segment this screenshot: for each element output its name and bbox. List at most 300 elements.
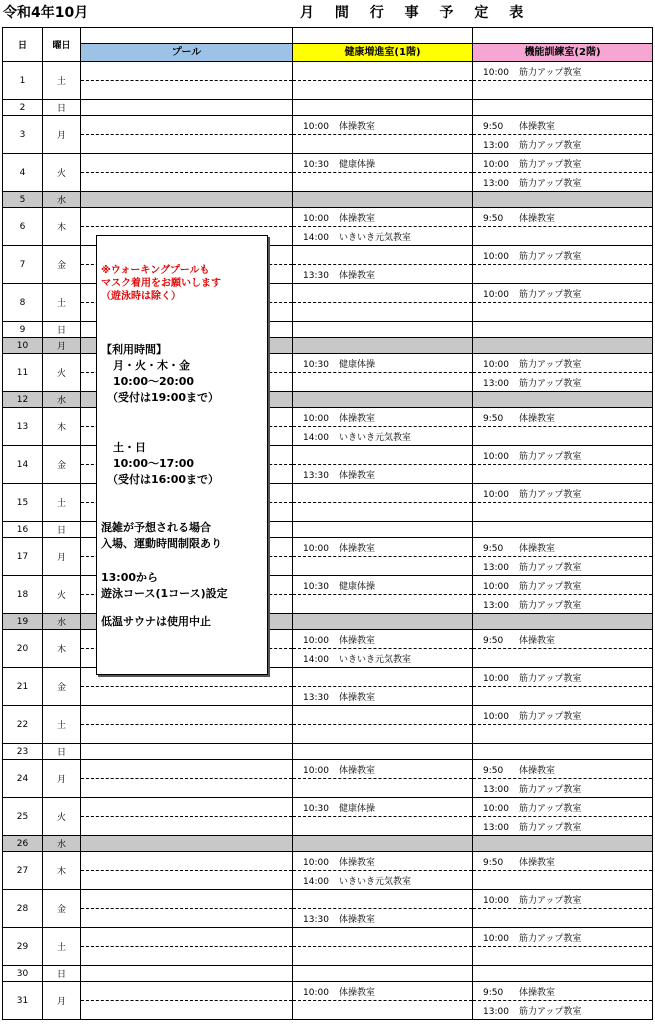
fit-cell	[473, 725, 653, 744]
event-time: 10:00	[483, 895, 509, 906]
pool-cell	[81, 779, 293, 798]
event-time: 9:50	[483, 121, 504, 132]
event-name: 体操教室	[339, 987, 376, 998]
event-time: 9:50	[483, 213, 504, 224]
event-name: 体操教室	[519, 543, 556, 554]
mask-notice-line: マスク着用をお願いします	[101, 278, 221, 289]
gym-cell	[293, 614, 473, 630]
day-row	[3, 928, 653, 947]
weekend-reception: （受付は16:00まで）	[107, 473, 220, 486]
gym-cell	[293, 427, 473, 446]
fit-cell	[473, 446, 653, 465]
day-number: 5	[3, 192, 43, 208]
event-time: 9:50	[483, 857, 504, 868]
pool-cell	[81, 871, 293, 890]
event-time: 13:00	[483, 378, 509, 389]
day-number: 24	[3, 760, 43, 798]
fit-cell	[473, 100, 653, 116]
gym-cell	[293, 135, 473, 154]
event-entry	[473, 544, 555, 554]
event-entry	[293, 804, 375, 814]
event-entry	[473, 712, 581, 722]
event-entry	[473, 988, 555, 998]
event-entry	[473, 379, 581, 389]
gym-cell	[293, 595, 473, 614]
event-time: 10:00	[303, 121, 329, 132]
pool-cell	[81, 744, 293, 760]
event-name: 筋力アップ教室	[519, 159, 582, 170]
event-entry	[473, 252, 581, 262]
gym-cell	[293, 725, 473, 744]
fit-cell	[473, 779, 653, 798]
pool-cell	[81, 116, 293, 135]
event-entry	[293, 214, 375, 224]
event-entry	[473, 160, 581, 170]
event-time: 9:50	[483, 765, 504, 776]
event-name: 筋力アップ教室	[519, 178, 582, 189]
event-name: 体操教室	[339, 270, 376, 281]
gym-cell	[293, 354, 473, 373]
pool-cell	[81, 966, 293, 982]
event-name: 体操教室	[519, 213, 556, 224]
pool-cell	[81, 173, 293, 192]
gym-cell	[293, 227, 473, 246]
gym-cell	[293, 338, 473, 354]
day-number: 21	[3, 668, 43, 706]
gym-cell	[293, 303, 473, 322]
event-time: 10:00	[483, 67, 509, 78]
pool-cell	[81, 890, 293, 909]
col-header-pool	[81, 28, 293, 62]
event-time: 10:00	[483, 159, 509, 170]
day-number: 4	[3, 154, 43, 192]
event-time: 9:50	[483, 543, 504, 554]
gym-cell	[293, 982, 473, 1001]
fit-cell	[473, 135, 653, 154]
event-name: 健康体操	[339, 359, 376, 370]
event-time: 13:00	[483, 822, 509, 833]
day-row	[3, 62, 653, 81]
fit-cell	[473, 649, 653, 668]
day-row-sub	[3, 817, 653, 836]
fit-cell	[473, 966, 653, 982]
lane-notice-1: 13:00から	[101, 571, 159, 584]
event-time: 10:30	[303, 359, 329, 370]
event-entry	[473, 290, 581, 300]
event-name: いきいき元気教室	[339, 432, 412, 443]
fit-cell	[473, 322, 653, 338]
fit-cell	[473, 354, 653, 373]
fit-cell	[473, 817, 653, 836]
pool-cell	[81, 100, 293, 116]
event-entry	[293, 544, 375, 554]
event-name: いきいき元気教室	[339, 876, 412, 887]
event-entry	[293, 915, 375, 925]
event-name: 筋力アップ教室	[519, 289, 582, 300]
day-of-week: 土	[43, 706, 81, 744]
event-entry	[473, 601, 581, 611]
pool-cell	[81, 706, 293, 725]
event-name: 体操教室	[339, 470, 376, 481]
day-number: 27	[3, 852, 43, 890]
event-time: 10:30	[303, 159, 329, 170]
weekday-reception: （受付は19:00まで）	[107, 391, 220, 404]
fit-cell	[473, 760, 653, 779]
day-row	[3, 154, 653, 173]
weekend-days: 土・日	[113, 441, 146, 454]
fit-cell	[473, 303, 653, 322]
day-of-week: 火	[43, 154, 81, 192]
day-row	[3, 852, 653, 871]
event-name: 体操教室	[339, 121, 376, 132]
col-header-dow: 曜日	[43, 28, 81, 62]
gym-cell	[293, 246, 473, 265]
pool-cell	[81, 836, 293, 852]
day-of-week: 日	[43, 966, 81, 982]
day-row-sub	[3, 81, 653, 100]
fit-cell	[473, 208, 653, 227]
day-of-week: 水	[43, 392, 81, 408]
event-name: 筋力アップ教室	[519, 489, 582, 500]
day-of-week: 土	[43, 284, 81, 322]
day-number: 10	[3, 338, 43, 354]
day-number: 1	[3, 62, 43, 100]
day-number: 26	[3, 836, 43, 852]
day-of-week: 木	[43, 408, 81, 446]
fit-cell	[473, 522, 653, 538]
gym-cell	[293, 208, 473, 227]
gym-cell	[293, 890, 473, 909]
page-title: 月 間 行 事 予 定 表	[300, 5, 532, 21]
day-of-week: 木	[43, 852, 81, 890]
event-entry	[293, 160, 375, 170]
day-number: 6	[3, 208, 43, 246]
gym-cell	[293, 81, 473, 100]
day-of-week: 水	[43, 614, 81, 630]
pool-cell	[81, 982, 293, 1001]
pool-cell	[81, 798, 293, 817]
gym-cell	[293, 687, 473, 706]
fit-cell	[473, 408, 653, 427]
day-of-week: 月	[43, 116, 81, 154]
gym-cell	[293, 947, 473, 966]
event-time: 10:00	[483, 289, 509, 300]
day-of-week: 日	[43, 522, 81, 538]
event-time: 13:00	[483, 178, 509, 189]
fit-cell	[473, 909, 653, 928]
fit-cell	[473, 947, 653, 966]
event-name: 体操教室	[519, 635, 556, 646]
event-time: 14:00	[303, 432, 329, 443]
event-time: 10:00	[303, 857, 329, 868]
gym-cell	[293, 836, 473, 852]
pool-cell	[81, 947, 293, 966]
fit-cell	[473, 265, 653, 284]
event-time: 10:00	[483, 251, 509, 262]
event-entry	[293, 414, 375, 424]
gym-cell	[293, 265, 473, 284]
day-number: 20	[3, 630, 43, 668]
event-entry	[473, 896, 581, 906]
day-row	[3, 982, 653, 1001]
event-entry	[473, 141, 581, 151]
day-number: 15	[3, 484, 43, 522]
fit-cell	[473, 630, 653, 649]
fit-label: 機能訓練室(2階)	[473, 43, 652, 61]
event-time: 10:30	[303, 581, 329, 592]
event-entry	[473, 674, 581, 684]
fit-cell	[473, 798, 653, 817]
event-name: 体操教室	[339, 692, 376, 703]
event-name: 体操教室	[519, 987, 556, 998]
event-entry	[473, 785, 581, 795]
event-entry	[473, 563, 581, 573]
day-of-week: 火	[43, 798, 81, 836]
event-entry	[293, 693, 375, 703]
col-header-gym	[293, 28, 473, 62]
event-time: 10:00	[483, 451, 509, 462]
gym-cell	[293, 284, 473, 303]
event-name: 体操教室	[519, 765, 556, 776]
gym-cell	[293, 649, 473, 668]
day-row-sub	[3, 687, 653, 706]
event-time: 10:00	[303, 635, 329, 646]
mask-notice-line: ※ウォーキングプールも	[101, 265, 210, 276]
fit-cell	[473, 982, 653, 1001]
event-entry	[293, 858, 375, 868]
event-entry	[473, 414, 555, 424]
gym-cell	[293, 817, 473, 836]
fit-cell	[473, 871, 653, 890]
fit-cell	[473, 503, 653, 522]
event-name: 筋力アップ教室	[519, 251, 582, 262]
event-name: 体操教室	[339, 765, 376, 776]
pool-cell	[81, 928, 293, 947]
fit-cell	[473, 687, 653, 706]
event-entry	[473, 582, 581, 592]
event-entry	[473, 360, 581, 370]
event-entry	[473, 804, 581, 814]
gym-cell	[293, 392, 473, 408]
pool-cell	[81, 687, 293, 706]
day-number: 11	[3, 354, 43, 392]
fit-cell	[473, 1001, 653, 1020]
pool-cell	[81, 81, 293, 100]
day-row-sub	[3, 871, 653, 890]
event-name: 体操教室	[339, 413, 376, 424]
day-row	[3, 744, 653, 760]
day-of-week: 木	[43, 208, 81, 246]
gym-cell	[293, 465, 473, 484]
event-time: 10:30	[303, 803, 329, 814]
fit-cell	[473, 465, 653, 484]
event-name: 筋力アップ教室	[519, 711, 582, 722]
day-row	[3, 116, 653, 135]
event-time: 10:00	[483, 803, 509, 814]
day-number: 18	[3, 576, 43, 614]
event-time: 14:00	[303, 654, 329, 665]
event-entry	[293, 655, 411, 665]
fit-cell	[473, 154, 653, 173]
day-of-week: 火	[43, 576, 81, 614]
event-time: 10:00	[303, 987, 329, 998]
event-time: 13:00	[483, 600, 509, 611]
gym-cell	[293, 446, 473, 465]
event-name: 筋力アップ教室	[519, 378, 582, 389]
day-of-week: 月	[43, 760, 81, 798]
gym-cell	[293, 1001, 473, 1020]
day-row-sub	[3, 909, 653, 928]
event-entry	[473, 823, 581, 833]
event-entry	[293, 122, 375, 132]
event-time: 9:50	[483, 987, 504, 998]
pool-cell	[81, 208, 293, 227]
event-time: 14:00	[303, 232, 329, 243]
day-of-week: 日	[43, 100, 81, 116]
event-name: 健康体操	[339, 803, 376, 814]
event-entry	[293, 271, 375, 281]
pool-cell	[81, 725, 293, 744]
event-name: 筋力アップ教室	[519, 803, 582, 814]
event-name: 体操教室	[339, 213, 376, 224]
day-row	[3, 890, 653, 909]
event-entry	[473, 934, 581, 944]
event-time: 13:30	[303, 914, 329, 925]
day-of-week: 木	[43, 630, 81, 668]
event-name: 筋力アップ教室	[519, 822, 582, 833]
gym-cell	[293, 966, 473, 982]
gym-cell	[293, 154, 473, 173]
day-row-sub	[3, 1001, 653, 1020]
event-entry	[473, 214, 555, 224]
col-header-day: 日	[3, 28, 43, 62]
day-number: 12	[3, 392, 43, 408]
day-number: 13	[3, 408, 43, 446]
fit-cell	[473, 557, 653, 576]
day-number: 31	[3, 982, 43, 1020]
event-time: 10:00	[483, 711, 509, 722]
event-name: 体操教室	[339, 543, 376, 554]
fit-cell	[473, 62, 653, 81]
day-number: 22	[3, 706, 43, 744]
gym-label: 健康増進室(1階)	[293, 43, 472, 61]
day-row	[3, 798, 653, 817]
weekday-days: 月・火・木・金	[113, 359, 190, 372]
gym-cell	[293, 173, 473, 192]
day-of-week: 水	[43, 192, 81, 208]
fit-cell	[473, 614, 653, 630]
day-number: 2	[3, 100, 43, 116]
event-name: 筋力アップ教室	[519, 67, 582, 78]
pool-label: プール	[81, 43, 292, 61]
fit-cell	[473, 538, 653, 557]
event-name: 筋力アップ教室	[519, 140, 582, 151]
fit-cell	[473, 928, 653, 947]
day-number: 29	[3, 928, 43, 966]
event-time: 10:00	[303, 213, 329, 224]
day-row	[3, 100, 653, 116]
gym-cell	[293, 373, 473, 392]
event-entry	[293, 582, 375, 592]
weekday-hours: 10:00～20:00	[113, 375, 195, 388]
day-number: 23	[3, 744, 43, 760]
gym-cell	[293, 192, 473, 208]
gym-cell	[293, 928, 473, 947]
event-time: 10:00	[303, 413, 329, 424]
event-time: 13:30	[303, 270, 329, 281]
event-entry	[293, 877, 411, 887]
month-label: 令和4年10月	[3, 5, 89, 21]
event-name: 健康体操	[339, 581, 376, 592]
event-name: 筋力アップ教室	[519, 600, 582, 611]
crowd-notice-1: 混雑が予想される場合	[101, 521, 211, 534]
gym-cell	[293, 62, 473, 81]
event-entry	[293, 636, 375, 646]
fit-cell	[473, 427, 653, 446]
event-time: 13:30	[303, 470, 329, 481]
event-time: 10:00	[483, 933, 509, 944]
fit-cell	[473, 484, 653, 503]
fit-cell	[473, 81, 653, 100]
fit-cell	[473, 173, 653, 192]
fit-cell	[473, 227, 653, 246]
event-entry	[473, 179, 581, 189]
day-number: 9	[3, 322, 43, 338]
event-name: 筋力アップ教室	[519, 784, 582, 795]
day-number: 28	[3, 890, 43, 928]
day-of-week: 金	[43, 668, 81, 706]
day-number: 30	[3, 966, 43, 982]
event-name: 健康体操	[339, 159, 376, 170]
event-name: 筋力アップ教室	[519, 933, 582, 944]
day-of-week: 金	[43, 246, 81, 284]
event-name: 体操教室	[339, 635, 376, 646]
day-row-sub	[3, 135, 653, 154]
fit-cell	[473, 744, 653, 760]
gym-cell	[293, 852, 473, 871]
gym-cell	[293, 576, 473, 595]
sauna-notice: 低温サウナは使用中止	[101, 615, 211, 628]
event-name: 筋力アップ教室	[519, 1006, 582, 1017]
fit-cell	[473, 284, 653, 303]
event-time: 14:00	[303, 876, 329, 887]
hours-title: 【利用時間】	[101, 343, 167, 356]
gym-cell	[293, 503, 473, 522]
gym-cell	[293, 557, 473, 576]
event-name: 体操教室	[519, 413, 556, 424]
mask-notice	[101, 264, 221, 303]
event-name: いきいき元気教室	[339, 654, 412, 665]
event-entry	[293, 766, 375, 776]
day-of-week: 土	[43, 928, 81, 966]
day-number: 19	[3, 614, 43, 630]
event-time: 10:00	[483, 581, 509, 592]
weekend-hours: 10:00～17:00	[113, 457, 195, 470]
day-number: 7	[3, 246, 43, 284]
event-name: 体操教室	[519, 121, 556, 132]
day-of-week: 日	[43, 744, 81, 760]
event-entry	[473, 636, 555, 646]
event-name: 筋力アップ教室	[519, 359, 582, 370]
day-row-sub	[3, 725, 653, 744]
event-entry	[293, 233, 411, 243]
fit-cell	[473, 192, 653, 208]
fit-cell	[473, 392, 653, 408]
pool-cell	[81, 192, 293, 208]
day-of-week: 金	[43, 446, 81, 484]
day-of-week: 火	[43, 354, 81, 392]
event-entry	[473, 122, 555, 132]
